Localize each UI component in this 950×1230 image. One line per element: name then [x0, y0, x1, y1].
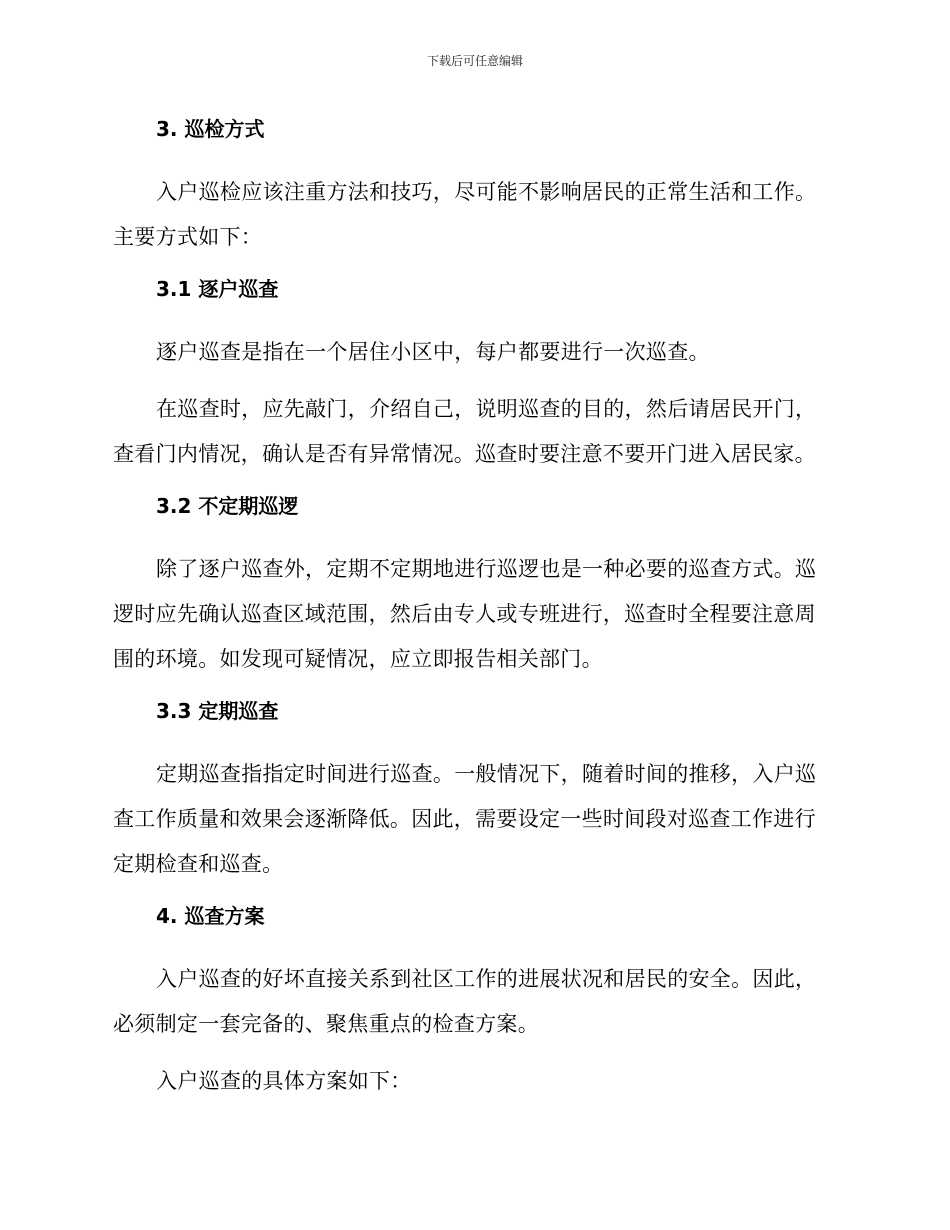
section-heading-3-1: 3.1 逐户巡查	[156, 277, 279, 301]
document-body	[113, 112, 833, 1104]
section-heading-4: 4. 巡查方案	[156, 904, 265, 928]
paragraph: 定期巡查指指定时间进行巡查。一般情况下，随着时间的推移，入户巡查工作质量和效果会逐渐降低。因此，需要设定一些时间段对巡查工作进行定期检查和巡查。	[113, 762, 817, 876]
paragraph: 除了逐户巡查外，定期不定期地进行巡逻也是一种必要的巡查方式。巡逻时应先确认巡查区域范围，然后由专人或专班进行，巡查时全程要注意周围的环境。如发现可疑情况，应立即报告相关部门。	[113, 557, 817, 671]
paragraph: 入户巡查的具体方案如下：	[156, 1069, 412, 1093]
paragraph: 入户巡检应该注重方法和技巧，尽可能不影响居民的正常生活和工作。主要方式如下：	[113, 180, 817, 249]
page-header: 下载后可任意编辑	[426, 54, 523, 68]
section-heading-3-3: 3.3 定期巡查	[156, 699, 279, 723]
section-heading-3: 3. 巡检方式	[156, 117, 265, 141]
paragraph: 逐户巡查是指在一个居住小区中，每户都要进行一次巡查。	[156, 340, 710, 364]
paragraph: 入户巡查的好坏直接关系到社区工作的进展状况和居民的安全。因此，必须制定一套完备的、聚焦重点的检查方案。	[113, 967, 817, 1036]
paragraph: 在巡查时，应先敲门，介绍自己，说明巡查的目的，然后请居民开门，查看门内情况，确认是否有异常情况。巡查时要注意不要开门进入居民家。	[113, 397, 817, 466]
section-heading-3-2: 3.2 不定期巡逻	[156, 494, 299, 518]
